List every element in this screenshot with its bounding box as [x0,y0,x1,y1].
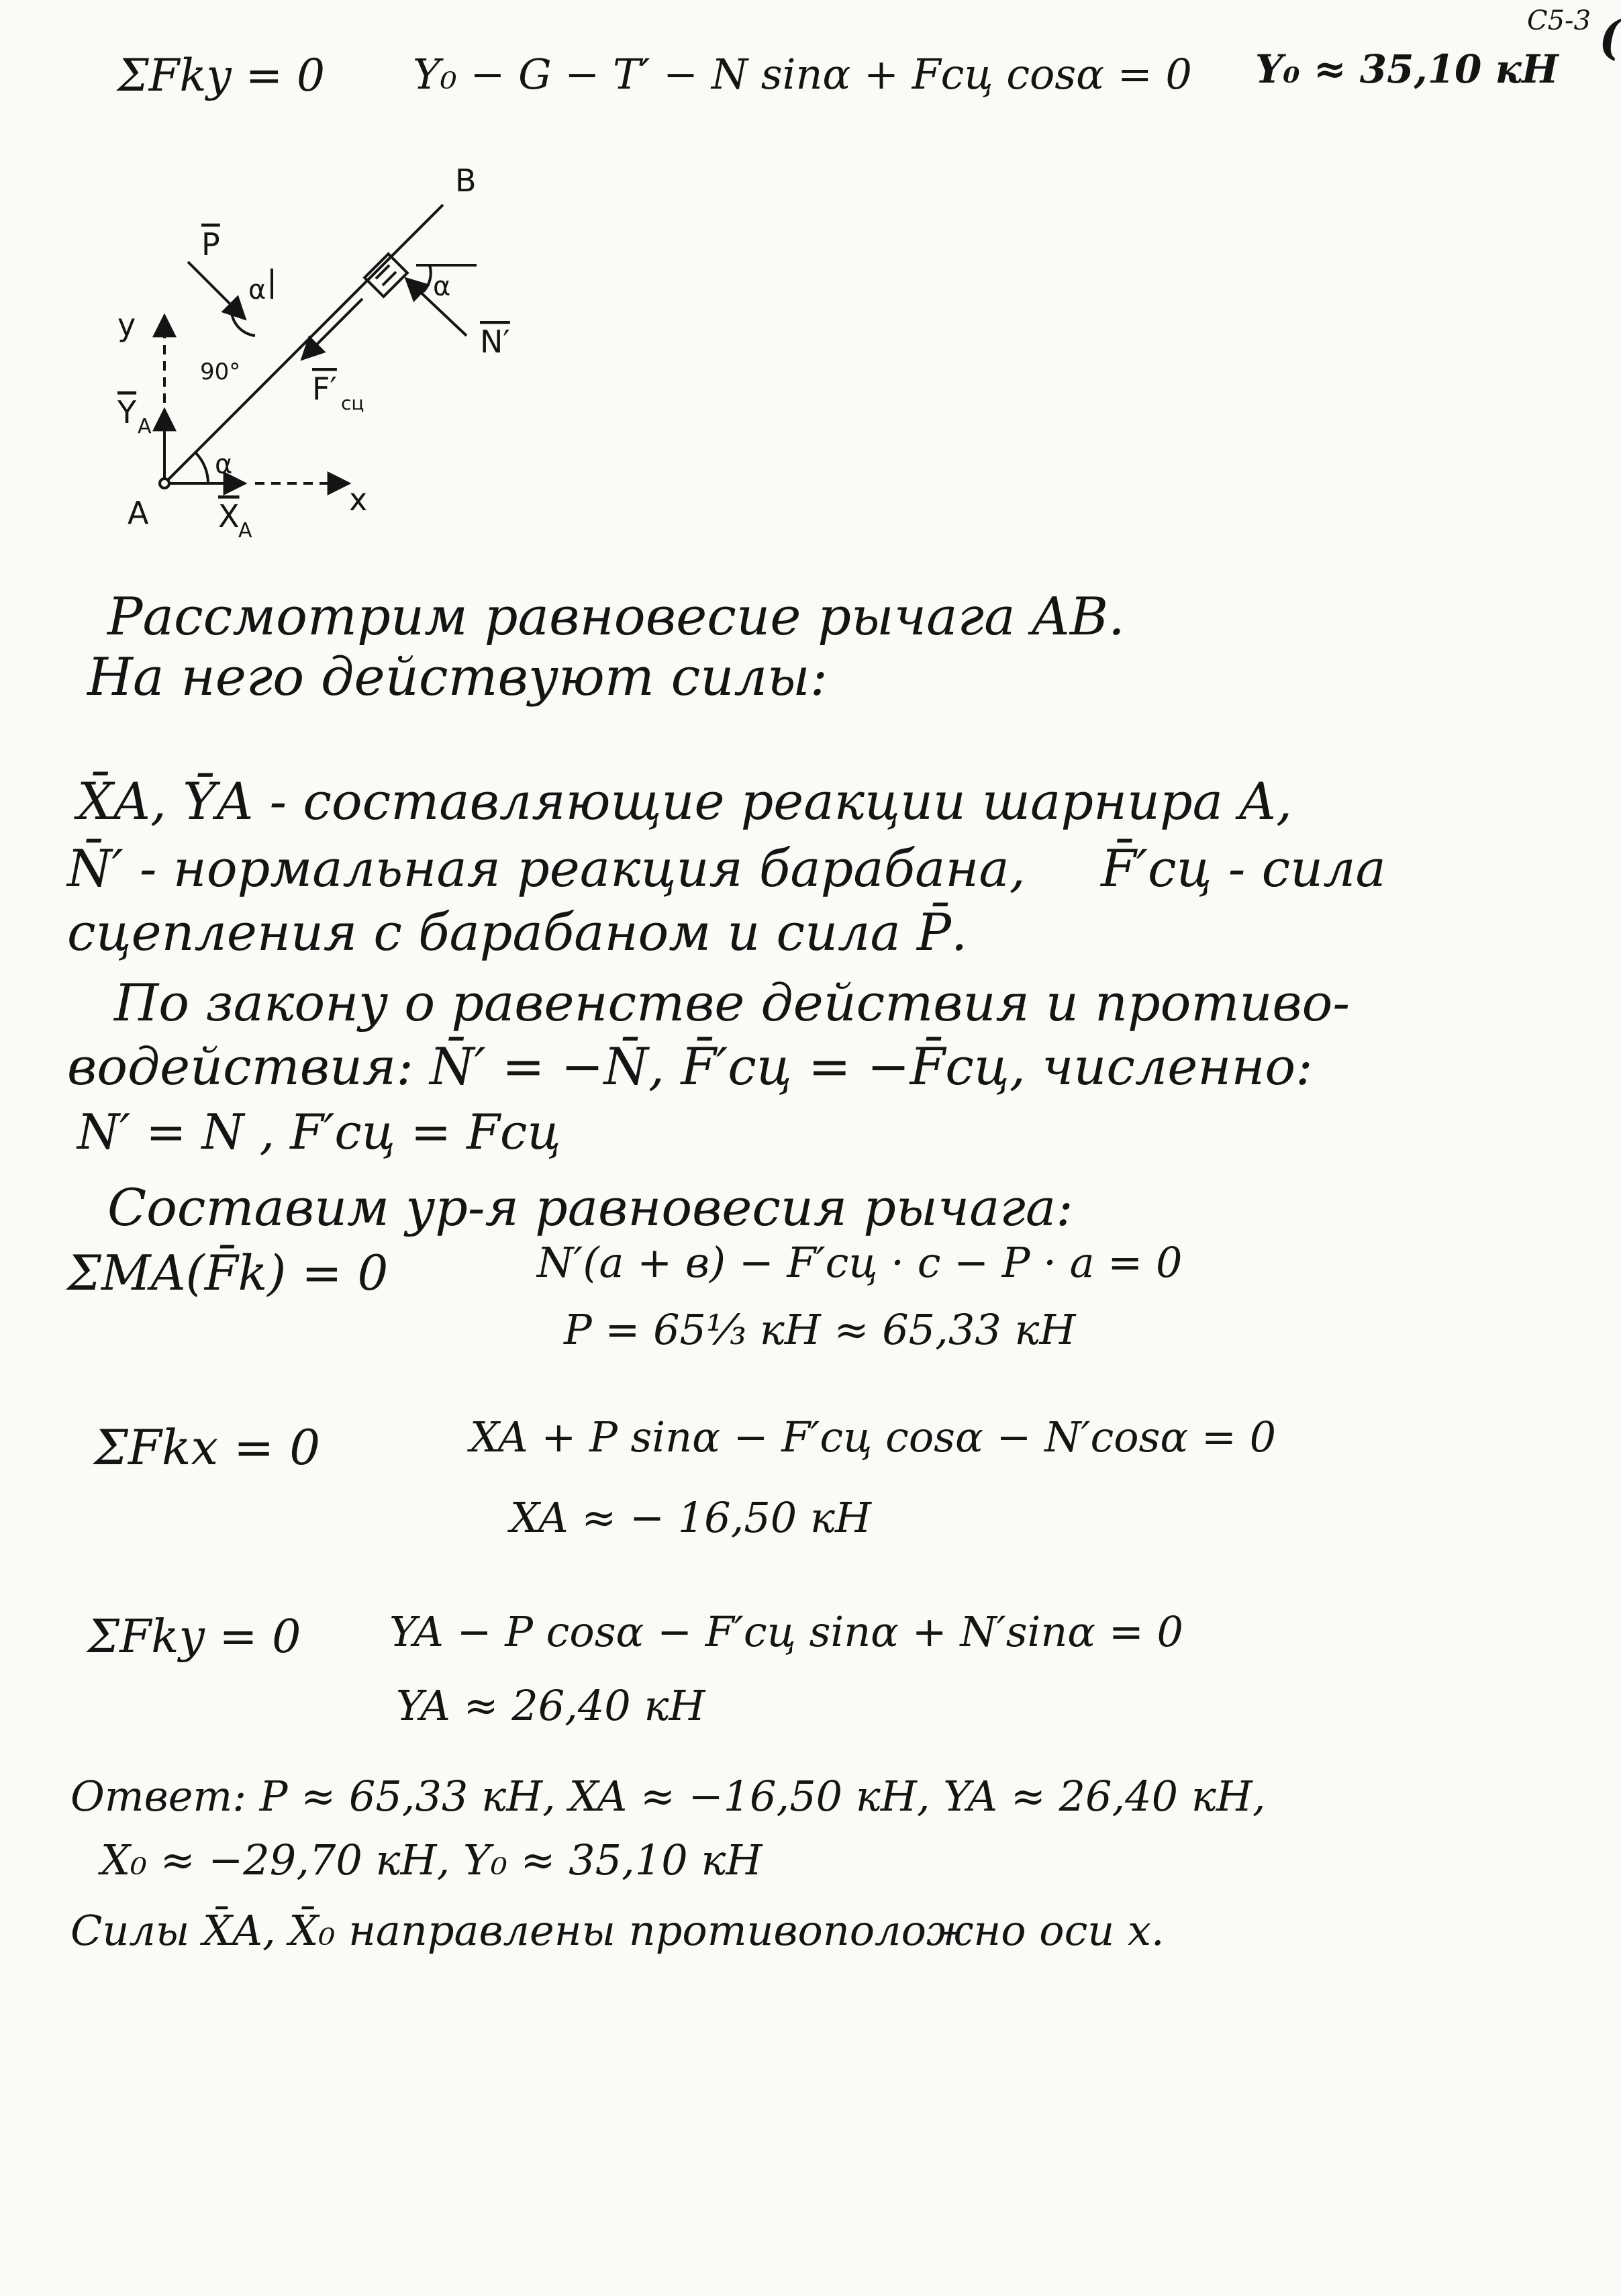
f-arrow [302,299,362,359]
p-arrow [188,262,245,319]
label-f: F′ [312,371,337,407]
eq-moment-label: ΣMA(F̄k) = 0 [67,1245,389,1301]
label-b: B [455,162,477,199]
top-eq-body: Y₀ − G − T′ − N sinα + Fсц cosα = 0 [413,50,1192,99]
desc-line-1: X̄A, ȲA - составляющие реакции шарнира A, [77,771,1293,831]
label-n: N′ [480,324,510,360]
label-ya-sub: A [138,415,152,438]
label-xa-sub: A [238,519,252,542]
desc-line-2a: N̄′ - нормальная реакция барабана, [67,839,1026,898]
label-xa: X [218,498,240,534]
intro-line-2: На него действуют силы: [87,647,828,708]
top-eq-label: ΣFky = 0 [117,50,325,101]
desc-line-2b: F̄′сц - сила [1101,839,1386,898]
label-alpha-n: α [433,271,451,302]
label-90: 90° [200,358,241,385]
eq-moment-result: P = 65⅓ кН ≈ 65,33 кН [564,1305,1076,1354]
label-f-sub: сц [341,392,364,414]
label-x: x [349,481,368,518]
hinge-a [160,479,169,488]
eq-y-label: ΣFky = 0 [87,1611,301,1664]
label-ya: Y [117,394,137,430]
label-y: y [117,307,136,343]
lever-diagram [101,134,584,564]
label-a: A [128,495,149,531]
page-code: C5-3 [1527,5,1591,36]
answer-line-2: X₀ ≈ −29,70 кН, Y₀ ≈ 35,10 кН [101,1835,763,1884]
answer-line-1: Ответ: P ≈ 65,33 кН, XA ≈ −16,50 кН, YA ≈ 26,40 кН, [70,1772,1266,1821]
eq-x-result: XA ≈ − 16,50 кН [510,1493,872,1542]
eq-x-label: ΣFkx = 0 [94,1419,321,1476]
label-alpha-a: α [215,449,233,480]
corner-mark: ( [1599,9,1621,65]
label-p: P [201,226,220,262]
compose-line: Составим ур-я равновесия рычага: [107,1178,1073,1237]
eq-x-body: XA + P sinα − F′сц cosα − N′cosα = 0 [470,1413,1277,1462]
law-line-1: По закону о равенстве действия и противо- [114,973,1350,1033]
desc-line-3: сцепления с барабаном и сила P̄. [67,902,968,962]
law-line-2: водействия: N̄′ = −N̄, F̄′сц = −F̄сц, численно: [67,1037,1313,1096]
law-line-3: N′ = N , F′сц = Fсц [77,1104,561,1160]
eq-y-body: YA − P cosα − F′сц sinα + N′sinα = 0 [389,1607,1183,1656]
label-alpha-p: α [248,275,266,305]
eq-y-result: YA ≈ 26,40 кН [396,1681,705,1730]
answer-line-3: Силы X̄A, X̄₀ направлены противоположно оси x. [70,1906,1165,1955]
top-eq-result: Y₀ ≈ 35,10 кН [1255,46,1559,92]
intro-line-1: Рассмотрим равновесие рычага AB. [107,587,1125,647]
eq-moment-body: N′(a + в) − F′сц · c − P · a = 0 [537,1238,1183,1287]
